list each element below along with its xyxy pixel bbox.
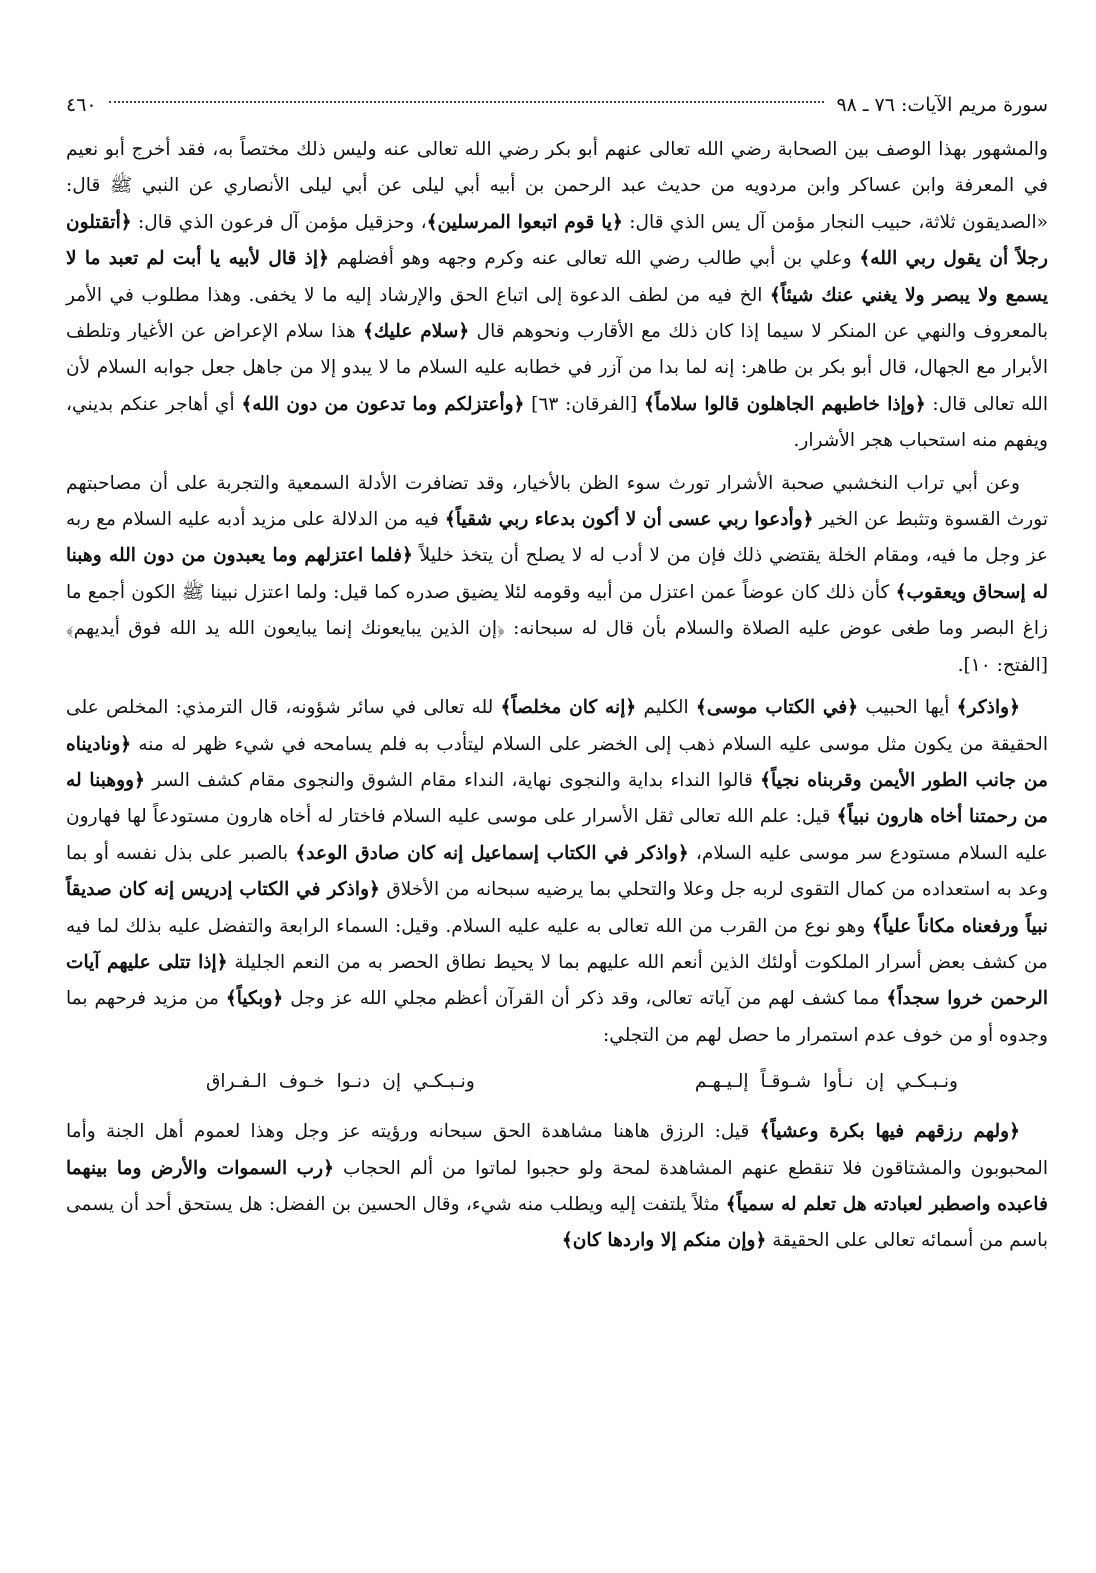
quran-verse: ﴿واذكر في الكتاب إدريس إنه كان صديقاً نبياً ورفعناه مكاناً علياً﴾ [66, 879, 1048, 937]
quran-verse: ﴿ووهبنا له من رحمتنا أخاه هارون نبياً﴾ [66, 769, 1048, 828]
surah-title: سورة مريم الآيات: ٧٦ ـ ٩٨ [836, 94, 1048, 116]
poetry-verse [66, 1054, 1048, 1114]
quran-verse: ﴿سلام عليك﴾ [362, 321, 470, 343]
quran-verse: ﴿وإذا خاطبهم الجاهلون قالوا سلاماً﴾ [643, 393, 926, 415]
text: [الفتح: ١٠]. [957, 654, 1048, 676]
text: لله تعالى في سائر شؤونه، قال الترمذي: المخلص على الحقيقة من يكون مثل موسى عليه السلام ذهب إلى الخضر على السلام ليتأدب به فلم يسامحه في شيء ظهر له منه [66, 697, 1048, 755]
header-leader-dots [109, 101, 825, 103]
quran-verse: ﴿وأدعوا ربي عسى أن لا أكون بدعاء ربي شقياً﴾ [444, 509, 814, 531]
quran-verse: ﴿واذكر﴾ [956, 697, 1020, 719]
page-header [66, 90, 1048, 120]
text: فيه من الدلالة على مزيد أدبه عليه السلام مع ربه عز وجل ما فيه، ومقام الخلة يقتضي ذلك فإن من لا أدب له لا يصلح أن يتخذ خليلاً [66, 509, 1048, 567]
text: قالوا النداء بداية والنجوى نهاية، النداء مقام الشوق والنجوى مقام كشف السر [144, 769, 761, 791]
quran-verse: ﴿واذكر في الكتاب إسماعيل إنه كان صادق الوعد﴾ [295, 842, 689, 864]
text: وعن أبي تراب النخشبي صحبة الأشرار تورث سوء الظن بالأخيار، وقد تضافرت الأدلة السمعية والتجربة على أن مصاحبتهم تورث القسوة وتثبط عن الخير [66, 472, 1049, 531]
text: مثلاً يلتفت إليه ويطلب منه شيء، وقال الحسين بن الفضل: هل يستحق أحد أن يسمى باسم من أسمائه تعالى على الحقيقة [66, 1193, 1048, 1252]
paragraph-4 [66, 1114, 1048, 1260]
quran-verse: ﴿إذ قال لأبيه يا أبت لم تعبد ما لا يسمع ولا يبصر ولا يغني عنك شيئاً﴾ [66, 248, 1049, 306]
text: الكليم [636, 697, 696, 719]
text: والمشهور بهذا الوصف بين الصحابة رضي الله تعالى عنهم أبو بكر رضي الله تعالى عنه وليس ذلك مختصاً به، فقد أخرج أبو نعيم في المعرفة وابن عساكر وابن مردويه من حديث عبد الرحمن بن أبيه أبي ليلى عن أبي ليلى الأنصاري عن النبي ﷺ قال: «الصديقون ثلاثة، حبيب النجار مؤمن آل يس الذي قال: [66, 139, 1049, 233]
quran-verse: ﴿وإن منكم إلا واردها كان﴾ [561, 1230, 767, 1252]
text: [الفرقان: ٦٣] [524, 393, 644, 415]
quran-verse: ﴿ولهم رزقهم فيها بكرة وعشياً﴾ [759, 1121, 1020, 1143]
text: أي أهاجر عنكم بديني، ويفهم منه استحباب هجر الأشرار. [66, 393, 1048, 452]
text: وعلي بن أبي طالب رضي الله تعالى عنه وكرم وجهه وهو أفضلهم [329, 248, 860, 270]
text: أيها الحبيب [858, 697, 957, 719]
text: هذا سلام الإعراض عن الأغيار وتلطف الأبرار مع الجهال، قال أبو بكر بن طاهر: إنه لما بدا من آزر في خطابه عليه السلام ما لا يبدو إلا من جاهل جعل جوابه السلام لأن الله تعالى قال: [66, 321, 1048, 415]
quran-verse: ﴿في الكتاب موسى﴾ [695, 697, 859, 719]
text: ، وحزقيل مؤمن آل فرعون الذي قال: [131, 211, 427, 233]
quran-verse: ﴿وأعتزلكم وما تدعون من دون الله﴾ [241, 393, 525, 415]
book-page [66, 90, 1048, 1553]
paragraph-3 [66, 690, 1048, 1054]
text: قيل: الرزق هاهنا مشاهدة الحق سبحانه ورؤيته عز وجل وهذا لعموم أهل الجنة وأما المحبوبون والمشتاقون فلا تنقطع عنهم المشاهدة لمحة ولو حجبوا لماتوا من ألم الحجاب [66, 1121, 1049, 1179]
text: من مزيد فرحهم بما وجدوه أو من خوف عدم استمرار ما حصل لهم من التجلي: [66, 988, 1048, 1046]
verse-hemistich-2: ونـبـكـي إن دنـوا خـوف الـفـراق [206, 1071, 475, 1093]
page-number: ٤٦٠ [66, 94, 97, 116]
quran-verse: ﴿إذا تتلى عليهم آيات الرحمن خروا سجداً﴾ [66, 951, 1048, 1010]
quran-verse: ﴿وبكياً﴾ [225, 988, 284, 1010]
quran-verse: ﴿فلما اعتزلهم وما يعبدون من دون الله وهبنا له إسحاق ويعقوب﴾ [66, 545, 1048, 603]
verse-hemistich-1: ونـبـكـي إن نـأوا شـوقـاً إلـيـهـم [694, 1071, 958, 1093]
quran-verse: ﴿إن الذين يبايعونك إنما يبايعون الله يد الله فوق أيديهم﴾ [66, 618, 505, 640]
text: مما كشف لهم من آياته تعالى، وقد ذكر أن القرآن أعظم مجلي الله عز وجل [283, 988, 887, 1010]
quran-verse: ﴿وناديناه من جانب الطور الأيمن وقربناه نجياً﴾ [66, 733, 1049, 791]
quran-verse: ﴿إنه كان مخلصاً﴾ [500, 697, 637, 719]
quran-verse: ﴿أتقتلون رجلاً أن يقول ربي الله﴾ [66, 211, 1048, 270]
text: بالصبر على بذل نفسه أو بما وعد به استعداده من كمال التقوى لربه جل وعلا والتحلي بما يرضيه سبحانه من الأخلاق [66, 842, 1048, 901]
text: الخ فيه من لطف الدعوة إلى اتباع الحق والإرشاد إليه ما لا يخفى. وهذا مطلوب في الأمر بالمعروف والنهي عن المنكر لا سيما إذا كان ذلك مع الأقارب ونحوهم قال [66, 284, 1048, 343]
text: كأن ذلك كان عوضاً عمن اعتزل من أبيه وقومه لئلا يضيق صدره كما قيل: ولما اعتزل نبينا ﷺ الكون أجمع ما زاغ البصر وما طغى عوض عليه الصلاة والسلام بأن قال له سبحانه: [66, 581, 1049, 640]
paragraph-2 [66, 466, 1048, 684]
text: وهو نوع من القرب من الله تعالى به عليه عليه السلام. وقيل: السماء الرابعة والتفضل عليه بذلك لما فيه من كشف بعض أسرار الملكوت أولئك الذين أنعم الله عليهم بما لا يحيط نطاق الحصر به من النعم الجليلة [66, 915, 1048, 973]
paragraph-1 [66, 132, 1048, 460]
text: قيل: علم الله تعالى ثقل الأسرار على موسى عليه السلام فاختار له أخاه هارون مستودعاً لها فهارون عليه السلام مستودع سر موسى عليه السلام، [66, 806, 1049, 864]
quran-verse: ﴿يا قوم اتبعوا المرسلين﴾ [426, 211, 623, 233]
quran-verse: ﴿رب السموات والأرض وما بينهما فاعبده واصطبر لعبادته هل تعلم له سمياً﴾ [66, 1157, 1048, 1215]
